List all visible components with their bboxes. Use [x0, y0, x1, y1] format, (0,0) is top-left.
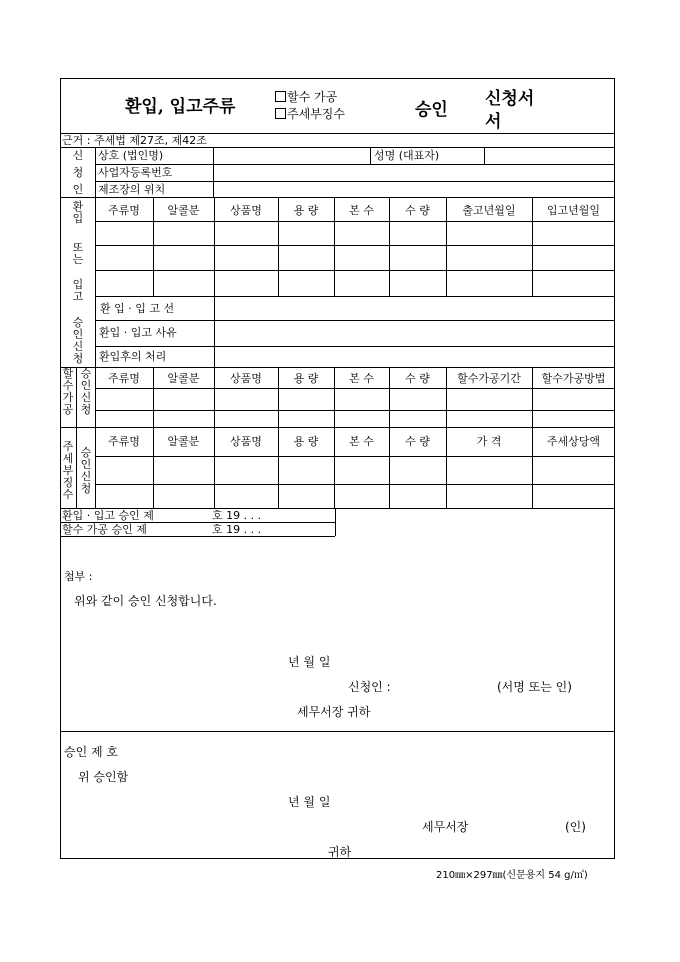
attachment-label: 첨부 : — [64, 570, 93, 583]
company-name-label: 상호 (법인명) — [98, 149, 164, 162]
col-liquor-name: 주류명 — [108, 204, 140, 217]
col-capacity: 용 량 — [293, 435, 319, 448]
col-water-period: 할수가공기간 — [457, 372, 521, 385]
col-release-date: 출고년월일 — [462, 204, 516, 217]
col-product-name: 상품명 — [230, 372, 262, 385]
col-alcohol: 알콜분 — [167, 204, 200, 217]
applicant-label-1: 신 — [72, 149, 84, 162]
checkbox-icon[interactable] — [275, 108, 286, 119]
col-quantity: 수 량 — [405, 204, 430, 217]
representative-label: 성명 (대표자) — [374, 149, 440, 162]
col-alcohol: 알콜분 — [167, 435, 200, 448]
col-bottles: 본 수 — [349, 372, 374, 385]
option-tax-collection: 주세부징수 — [275, 105, 345, 122]
col-product-name: 상품명 — [230, 435, 262, 448]
checkbox-icon[interactable] — [275, 91, 286, 102]
legal-basis: 근거 : 주세법 제27조, 제42조 — [62, 134, 207, 147]
approval-to: 귀하 — [328, 845, 352, 859]
applicant-label-3: 인 — [72, 183, 84, 196]
approval-return-line: 환입 · 입고 승인 제 — [62, 509, 154, 522]
return-destination-label: 환 입 · 입 고 선 — [100, 302, 175, 315]
col-liquor-name: 주류명 — [108, 372, 140, 385]
col-tax-amount: 주세상당액 — [546, 435, 601, 448]
title-approval: 승인 — [415, 100, 448, 120]
factory-location-label: 제조장의 위치 — [98, 183, 166, 196]
application-date: 년 월 일 — [288, 655, 331, 669]
title-apply: 신청서 — [485, 89, 535, 109]
col-alcohol: 알콜분 — [167, 372, 200, 385]
title-apply-cont: 서 — [485, 112, 502, 132]
approval-water-number: 호 19 . . . — [212, 523, 262, 536]
post-return-handling-label: 환입후의 처리 — [99, 350, 167, 363]
col-capacity: 용 량 — [293, 204, 319, 217]
col-liquor-name: 주류명 — [108, 435, 140, 448]
business-reg-label: 사업자등록번호 — [98, 166, 173, 179]
approval-granted: 위 승인함 — [78, 770, 129, 784]
option-water-processing: 할수 가공 — [275, 88, 337, 105]
col-quantity: 수 량 — [405, 372, 430, 385]
col-bottles: 본 수 — [349, 435, 374, 448]
approval-return-number: 호 19 . . . — [212, 509, 262, 522]
paper-spec: 210㎜×297㎜(신문용지 54 g/㎡) — [436, 870, 588, 881]
applicant-sign-label: 신청인 : — [348, 680, 391, 694]
col-receipt-date: 입고년월일 — [546, 204, 601, 217]
return-reason-label: 환입 · 입고 사유 — [99, 326, 177, 339]
seal-mark: (인) — [565, 820, 586, 834]
section-tax-label: 주 — [62, 440, 74, 453]
application-statement: 위와 같이 승인 신청합니다. — [74, 594, 217, 608]
col-product-name: 상품명 — [230, 204, 262, 217]
form-title: 환입, 입고주류 — [125, 97, 236, 117]
sign-or-seal-hint: (서명 또는 인) — [497, 680, 572, 694]
approval-water-line: 할수 가공 승인 제 — [62, 523, 147, 536]
col-quantity: 수 량 — [405, 435, 430, 448]
section-water-label: 할 — [62, 367, 74, 380]
applicant-label-2: 청 — [72, 166, 84, 179]
col-bottles: 본 수 — [349, 204, 374, 217]
col-capacity: 용 량 — [293, 372, 319, 385]
to-tax-office: 세무서장 귀하 — [297, 705, 371, 719]
section-return-label: 환 — [72, 200, 84, 213]
col-water-method: 할수가공방법 — [541, 372, 606, 385]
approval-date: 년 월 일 — [288, 795, 331, 809]
approval-number: 승인 제 호 — [64, 745, 118, 759]
approval-tax-office: 세무서장 — [422, 820, 469, 834]
col-price: 가 격 — [476, 435, 502, 448]
